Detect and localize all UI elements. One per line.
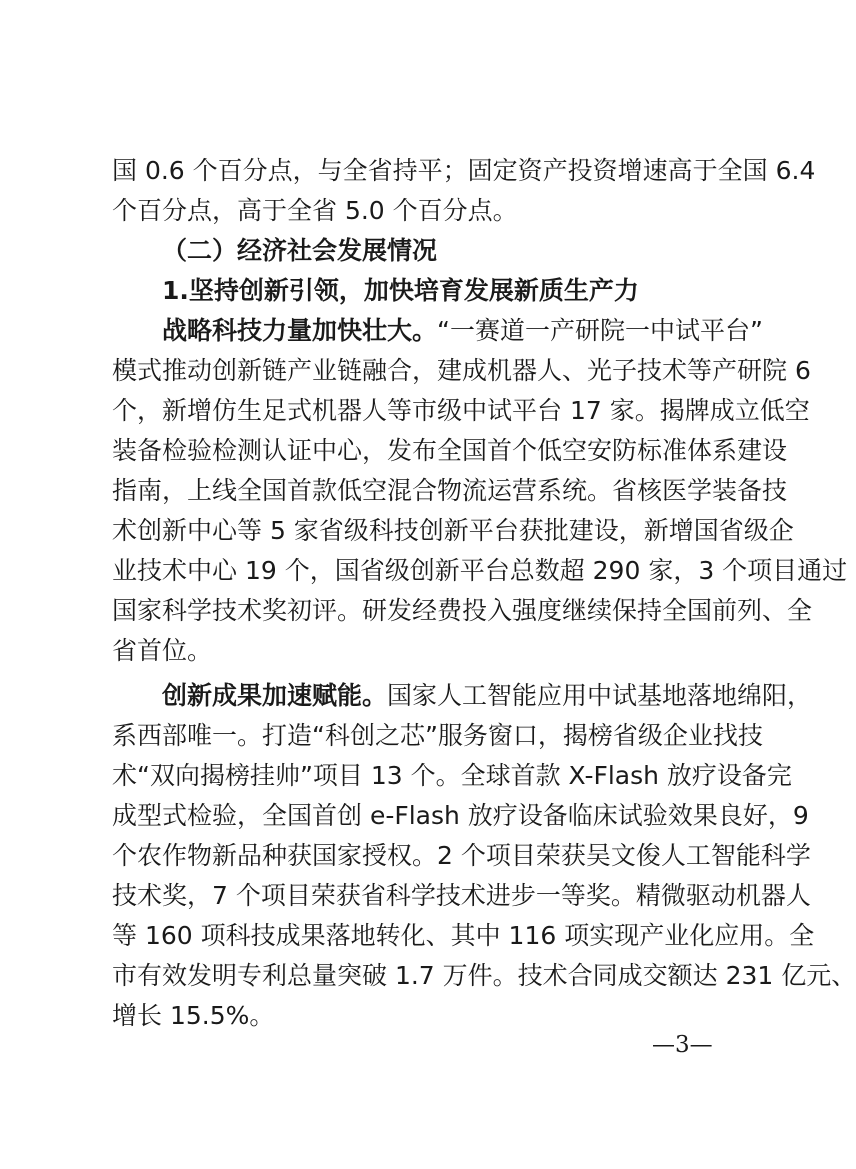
text-line: 增长 15.5%。 <box>112 1001 275 1030</box>
paragraph-text: 国家人工智能应用中试基地落地绵阳， <box>387 681 813 710</box>
page-number: —3— <box>652 1032 713 1058</box>
subsection-heading: 1.坚持创新引领，加快培育发展新质生产力 <box>162 276 639 305</box>
text-line: 模式推动创新链产业链融合，建成机器人、光子技术等产研院 6 <box>112 356 811 385</box>
paragraph-first-line <box>112 311 763 351</box>
paragraph-lead: 创新成果加速赋能。 <box>162 681 388 710</box>
text-line: 国 0.6 个百分点，与全省持平；固定资产投资增速高于全国 6.4 <box>112 156 816 185</box>
document-body <box>112 151 856 1036</box>
text-line: 等 160 项科技成果落地转化、其中 116 项实现产业化应用。全 <box>112 921 815 950</box>
paragraph-first-line <box>112 676 813 716</box>
text-line: 装备检验检测认证中心，发布全国首个低空安防标准体系建设 <box>112 436 788 465</box>
text-line: 个百分点，高于全省 5.0 个百分点。 <box>112 196 518 225</box>
text-line: 个，新增仿生足式机器人等市级中试平台 17 家。揭牌成立低空 <box>112 396 810 425</box>
text-line: 业技术中心 19 个，国省级创新平台总数超 290 家，3 个项目通过 <box>112 556 848 585</box>
text-line: 术“双向揭榜挂帅”项目 13 个。全球首款 X-Flash 放疗设备完 <box>112 761 792 790</box>
paragraph-lead: 战略科技力量加快壮大。 <box>162 316 438 345</box>
text-line: 个农作物新品种获国家授权。2 个项目荣获吴文俊人工智能科学 <box>112 841 811 870</box>
text-line: 市有效发明专利总量突破 1.7 万件。技术合同成交额达 231 亿元、 <box>112 961 856 990</box>
text-line: 国家科学技术奖初评。研发经费投入强度继续保持全国前列、全 <box>112 596 813 625</box>
text-line: 系西部唯一。打造“科创之芯”服务窗口，揭榜省级企业找技 <box>112 721 763 750</box>
text-line: 省首位。 <box>112 636 213 665</box>
text-line: 术创新中心等 5 家省级科技创新平台获批建设，新增国省级企 <box>112 516 794 545</box>
text-line: 成型式检验，全国首创 e-Flash 放疗设备临床试验效果良好，9 <box>112 801 809 830</box>
section-heading: （二）经济社会发展情况 <box>162 236 438 265</box>
paragraph-text: “一赛道一产研院一中试平台” <box>437 316 763 345</box>
text-line: 指南，上线全国首款低空混合物流运营系统。省核医学装备技 <box>112 476 788 505</box>
text-line: 技术奖，7 个项目荣获省科学技术进步一等奖。精微驱动机器人 <box>112 881 811 910</box>
